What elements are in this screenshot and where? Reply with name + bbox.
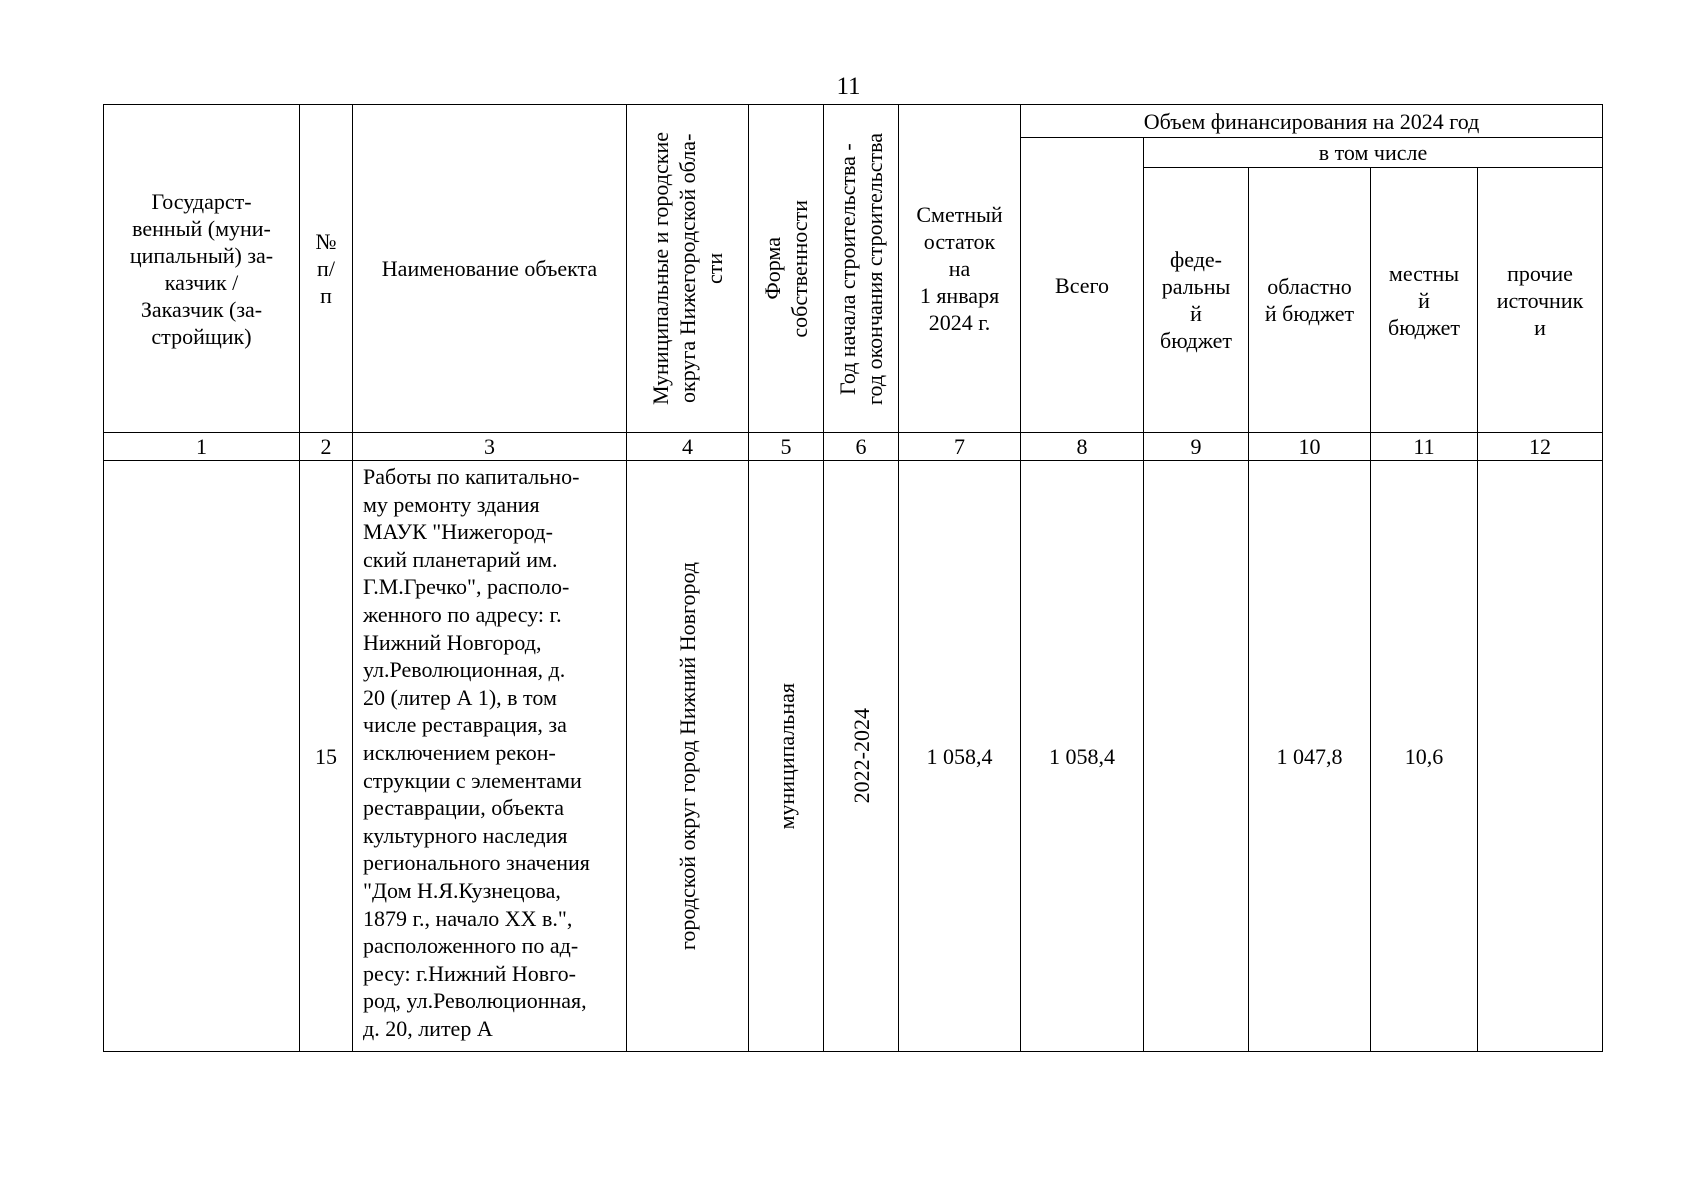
row-number: 15 [300, 461, 353, 1052]
row-federal [1144, 461, 1249, 1052]
row-years: 2022-2024 [848, 708, 874, 804]
column-number: 8 [1021, 433, 1144, 461]
row-local: 10,6 [1371, 461, 1478, 1052]
row-ownership-cell [749, 461, 824, 1052]
header-regional: областно й бюджет [1249, 168, 1371, 433]
header-municipality-cell [627, 105, 749, 433]
header-federal: феде- ральны й бюджет [1144, 168, 1249, 433]
row-balance: 1 058,4 [899, 461, 1021, 1052]
header-object-name: Наименование объекта [353, 105, 627, 433]
column-number: 1 [104, 433, 300, 461]
row-other [1478, 461, 1603, 1052]
row-regional: 1 047,8 [1249, 461, 1371, 1052]
column-number: 10 [1249, 433, 1371, 461]
row-years-cell [824, 461, 899, 1052]
column-number: 4 [627, 433, 749, 461]
header-ownership: Форма собственности [760, 199, 812, 338]
row-ownership: муниципальная [773, 682, 799, 830]
column-number: 2 [300, 433, 353, 461]
row-customer [104, 461, 300, 1052]
column-number: 3 [353, 433, 627, 461]
header-years-cell [824, 105, 899, 433]
financing-table [103, 104, 1603, 1052]
column-number: 6 [824, 433, 899, 461]
header-other: прочие источник и [1478, 168, 1603, 433]
header-financing-group: Объем финансирования на 2024 год [1021, 105, 1603, 138]
page-number: 11 [836, 73, 861, 100]
header-local: местны й бюджет [1371, 168, 1478, 433]
header-total: Всего [1021, 138, 1144, 433]
row-object-name: Работы по капитально- му ремонту здания МАУК "Нижегород- ский планетарий им. Г.М.Гречко", располо- женного по адресу: г. Нижний Новгород, ул.Революционная, д. 20 (литер А 1), в том числе реставрация, за исключением рекон- струкции с элементами реставрации, объекта культурного наследия регионального значения "Дом Н.Я.Кузнецова, 1879 г., начало XX в.", расположенного по ад- ресу: г.Нижний Новго- род, ул.Революционная, д. 20, литер А [353, 461, 627, 1052]
row-municipality-cell [627, 461, 749, 1052]
header-years: Год начала строительства - год окончания строительства [835, 132, 887, 405]
header-including: в том числе [1144, 138, 1603, 168]
row-municipality: городской округ город Нижний Новгород [675, 561, 700, 951]
column-numbers-row [104, 433, 1603, 461]
header-customer: Государст- венный (муни- ципальный) за- казчик / Заказчик (за- стройщик) [104, 105, 300, 433]
header-balance: Сметный остаток на 1 января 2024 г. [899, 105, 1021, 433]
header-number: № п/ п [300, 105, 353, 433]
header-municipality: Муниципальные и городские округа Нижегородской обла- сти [648, 132, 727, 405]
column-number: 7 [899, 433, 1021, 461]
header-ownership-cell [749, 105, 824, 433]
column-number: 11 [1371, 433, 1478, 461]
column-number: 12 [1478, 433, 1603, 461]
table-row [104, 461, 1603, 1052]
row-total: 1 058,4 [1021, 461, 1144, 1052]
column-number: 9 [1144, 433, 1249, 461]
column-number: 5 [749, 433, 824, 461]
